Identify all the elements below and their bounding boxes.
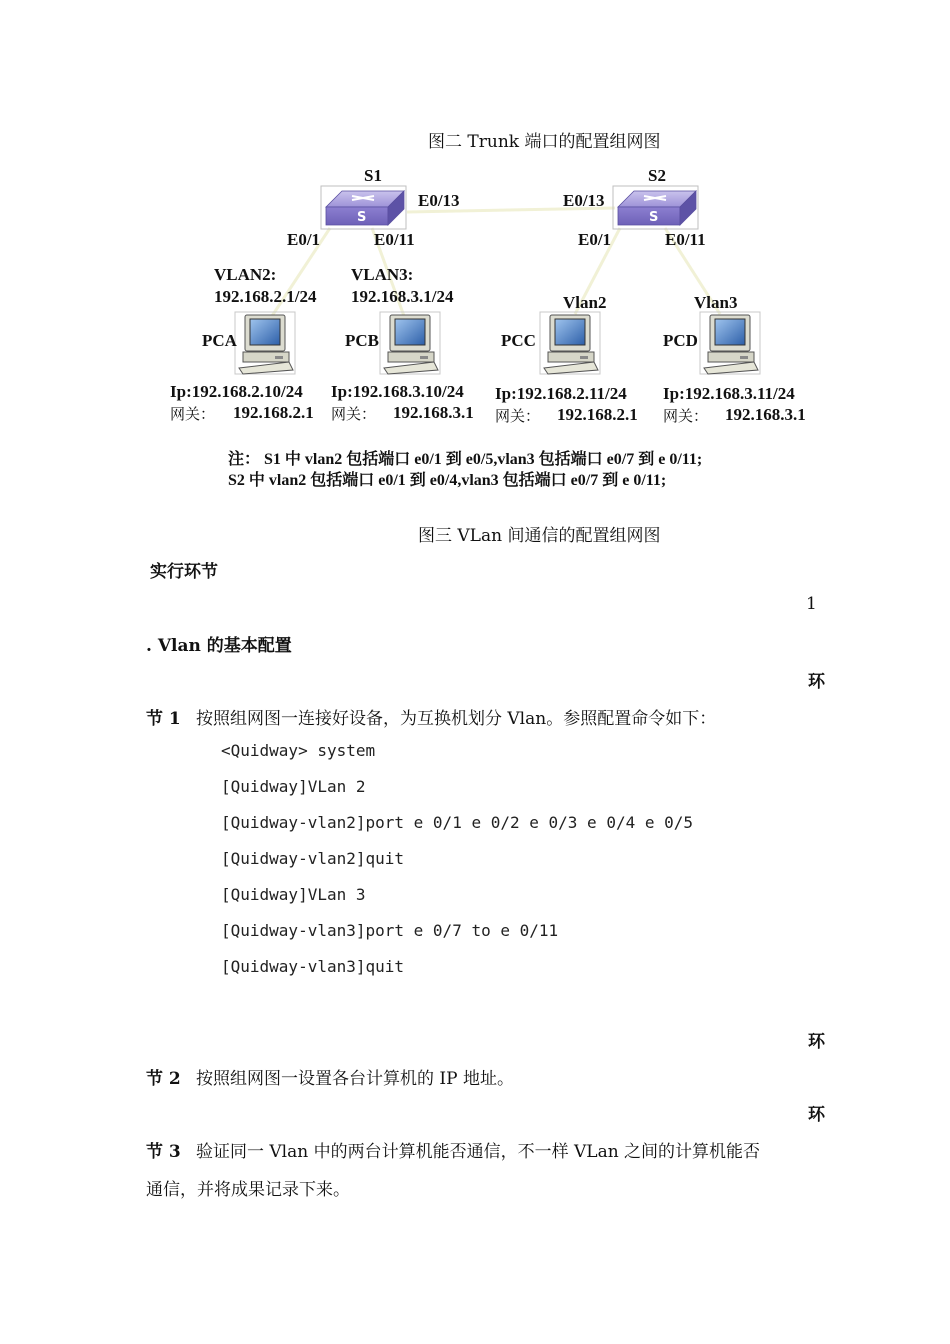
pca-gateway: 192.168.2.1	[233, 403, 314, 422]
command-line: [Quidway-vlan3]port e 0/7 to e 0/11	[221, 921, 559, 940]
pcd-name: PCD	[663, 331, 698, 350]
pcd-gateway: 192.168.3.1	[725, 405, 806, 424]
diagram-note-line2: S2 中 vlan2 包括端口 e0/1 到 e0/4,vlan3 包括端口 e0/7 到 e 0/11;	[228, 472, 667, 489]
figure3-caption: 图三 VLan 间通信的配置组网图	[418, 526, 661, 546]
pca-vlan-net: 192.168.2.1/24	[214, 287, 317, 306]
s2-port-e0-1: E0/1	[578, 230, 612, 249]
pca-computer-icon	[235, 312, 295, 374]
section-title: 实行环节	[150, 562, 218, 582]
command-line: [Quidway-vlan2]port e 0/1 e 0/2 e 0/3 e 0/4 e 0/5	[221, 813, 694, 832]
switch-s1-letter: S	[357, 210, 367, 225]
switch-s1-icon	[321, 186, 406, 229]
pcb-gateway: 192.168.3.1	[393, 403, 474, 422]
pcc-computer-icon	[540, 312, 600, 374]
pcd-computer-icon	[700, 312, 760, 374]
command-line: <Quidway> system	[221, 741, 376, 760]
pcd-gateway-label: 网关：	[663, 407, 709, 425]
switch-s1-label: S1	[364, 166, 382, 185]
pcb-ip: Ip:192.168.3.10/24	[331, 382, 464, 401]
pcb-name: PCB	[345, 331, 379, 350]
pcc-gateway-label: 网关：	[495, 407, 541, 425]
pcc-gateway: 192.168.2.1	[557, 405, 638, 424]
s1-port-e0-11: E0/11	[374, 230, 415, 249]
s2-trunk-port: E0/13	[563, 191, 605, 210]
switch-s2-icon	[613, 186, 698, 229]
pcd-vlan-label: Vlan3	[694, 293, 738, 312]
diagram-note-line1: 注： S1 中 vlan2 包括端口 e0/1 到 e0/5,vlan3 包括端口 e0/7 到 e 0/11;	[228, 451, 703, 468]
command-line: [Quidway-vlan3]quit	[221, 957, 405, 976]
pca-vlan-label: VLAN2:	[214, 265, 277, 284]
step3-prefix: 节 3	[146, 1142, 181, 1162]
s2-port-e0-11: E0/11	[665, 230, 706, 249]
section-number: 1	[806, 594, 817, 614]
pca-gateway-label: 网关：	[170, 405, 216, 423]
step1-text: 按照组网图一连接好设备，为互换机划分 Vlan。参照配置命令如下：	[196, 709, 717, 729]
command-line: [Quidway]VLan 2	[221, 777, 366, 796]
pca-name: PCA	[202, 331, 237, 350]
pca-ip: Ip:192.168.2.10/24	[170, 382, 303, 401]
network-diagram	[0, 0, 950, 520]
step1-huan: 环	[808, 672, 825, 692]
figure2-caption: 图二 Trunk 端口的配置组网图	[428, 132, 661, 152]
switch-s2-letter: S	[649, 210, 659, 225]
pcb-vlan-net: 192.168.3.1/24	[351, 287, 454, 306]
pcc-name: PCC	[501, 331, 536, 350]
step2-prefix: 节 2	[146, 1069, 181, 1089]
s1-port-e0-1: E0/1	[287, 230, 321, 249]
pcb-vlan-label: VLAN3:	[351, 265, 414, 284]
s1-trunk-port: E0/13	[418, 191, 460, 210]
pcb-computer-icon	[380, 312, 440, 374]
pcb-gateway-label: 网关：	[331, 405, 377, 423]
step2-text: 按照组网图一设置各台计算机的 IP 地址。	[196, 1069, 514, 1089]
pcc-ip: Ip:192.168.2.11/24	[495, 384, 627, 403]
switch-s2-label: S2	[648, 166, 666, 185]
step1-prefix: 节 1	[146, 709, 181, 729]
step2-huan: 环	[808, 1032, 825, 1052]
step3-text: 验证同一 Vlan 中的两台计算机能否通信，不一样 VLan 之间的计算机能否	[196, 1142, 761, 1162]
pcd-ip: Ip:192.168.3.11/24	[663, 384, 795, 403]
section-subtitle: . Vlan 的基本配置	[146, 636, 292, 656]
step3-huan: 环	[808, 1105, 825, 1125]
command-line: [Quidway]VLan 3	[221, 885, 366, 904]
command-line: [Quidway-vlan2]quit	[221, 849, 405, 868]
pcc-vlan-label: Vlan2	[563, 293, 607, 312]
step3-text-cont: 通信，并将成果记录下来。	[146, 1180, 350, 1200]
